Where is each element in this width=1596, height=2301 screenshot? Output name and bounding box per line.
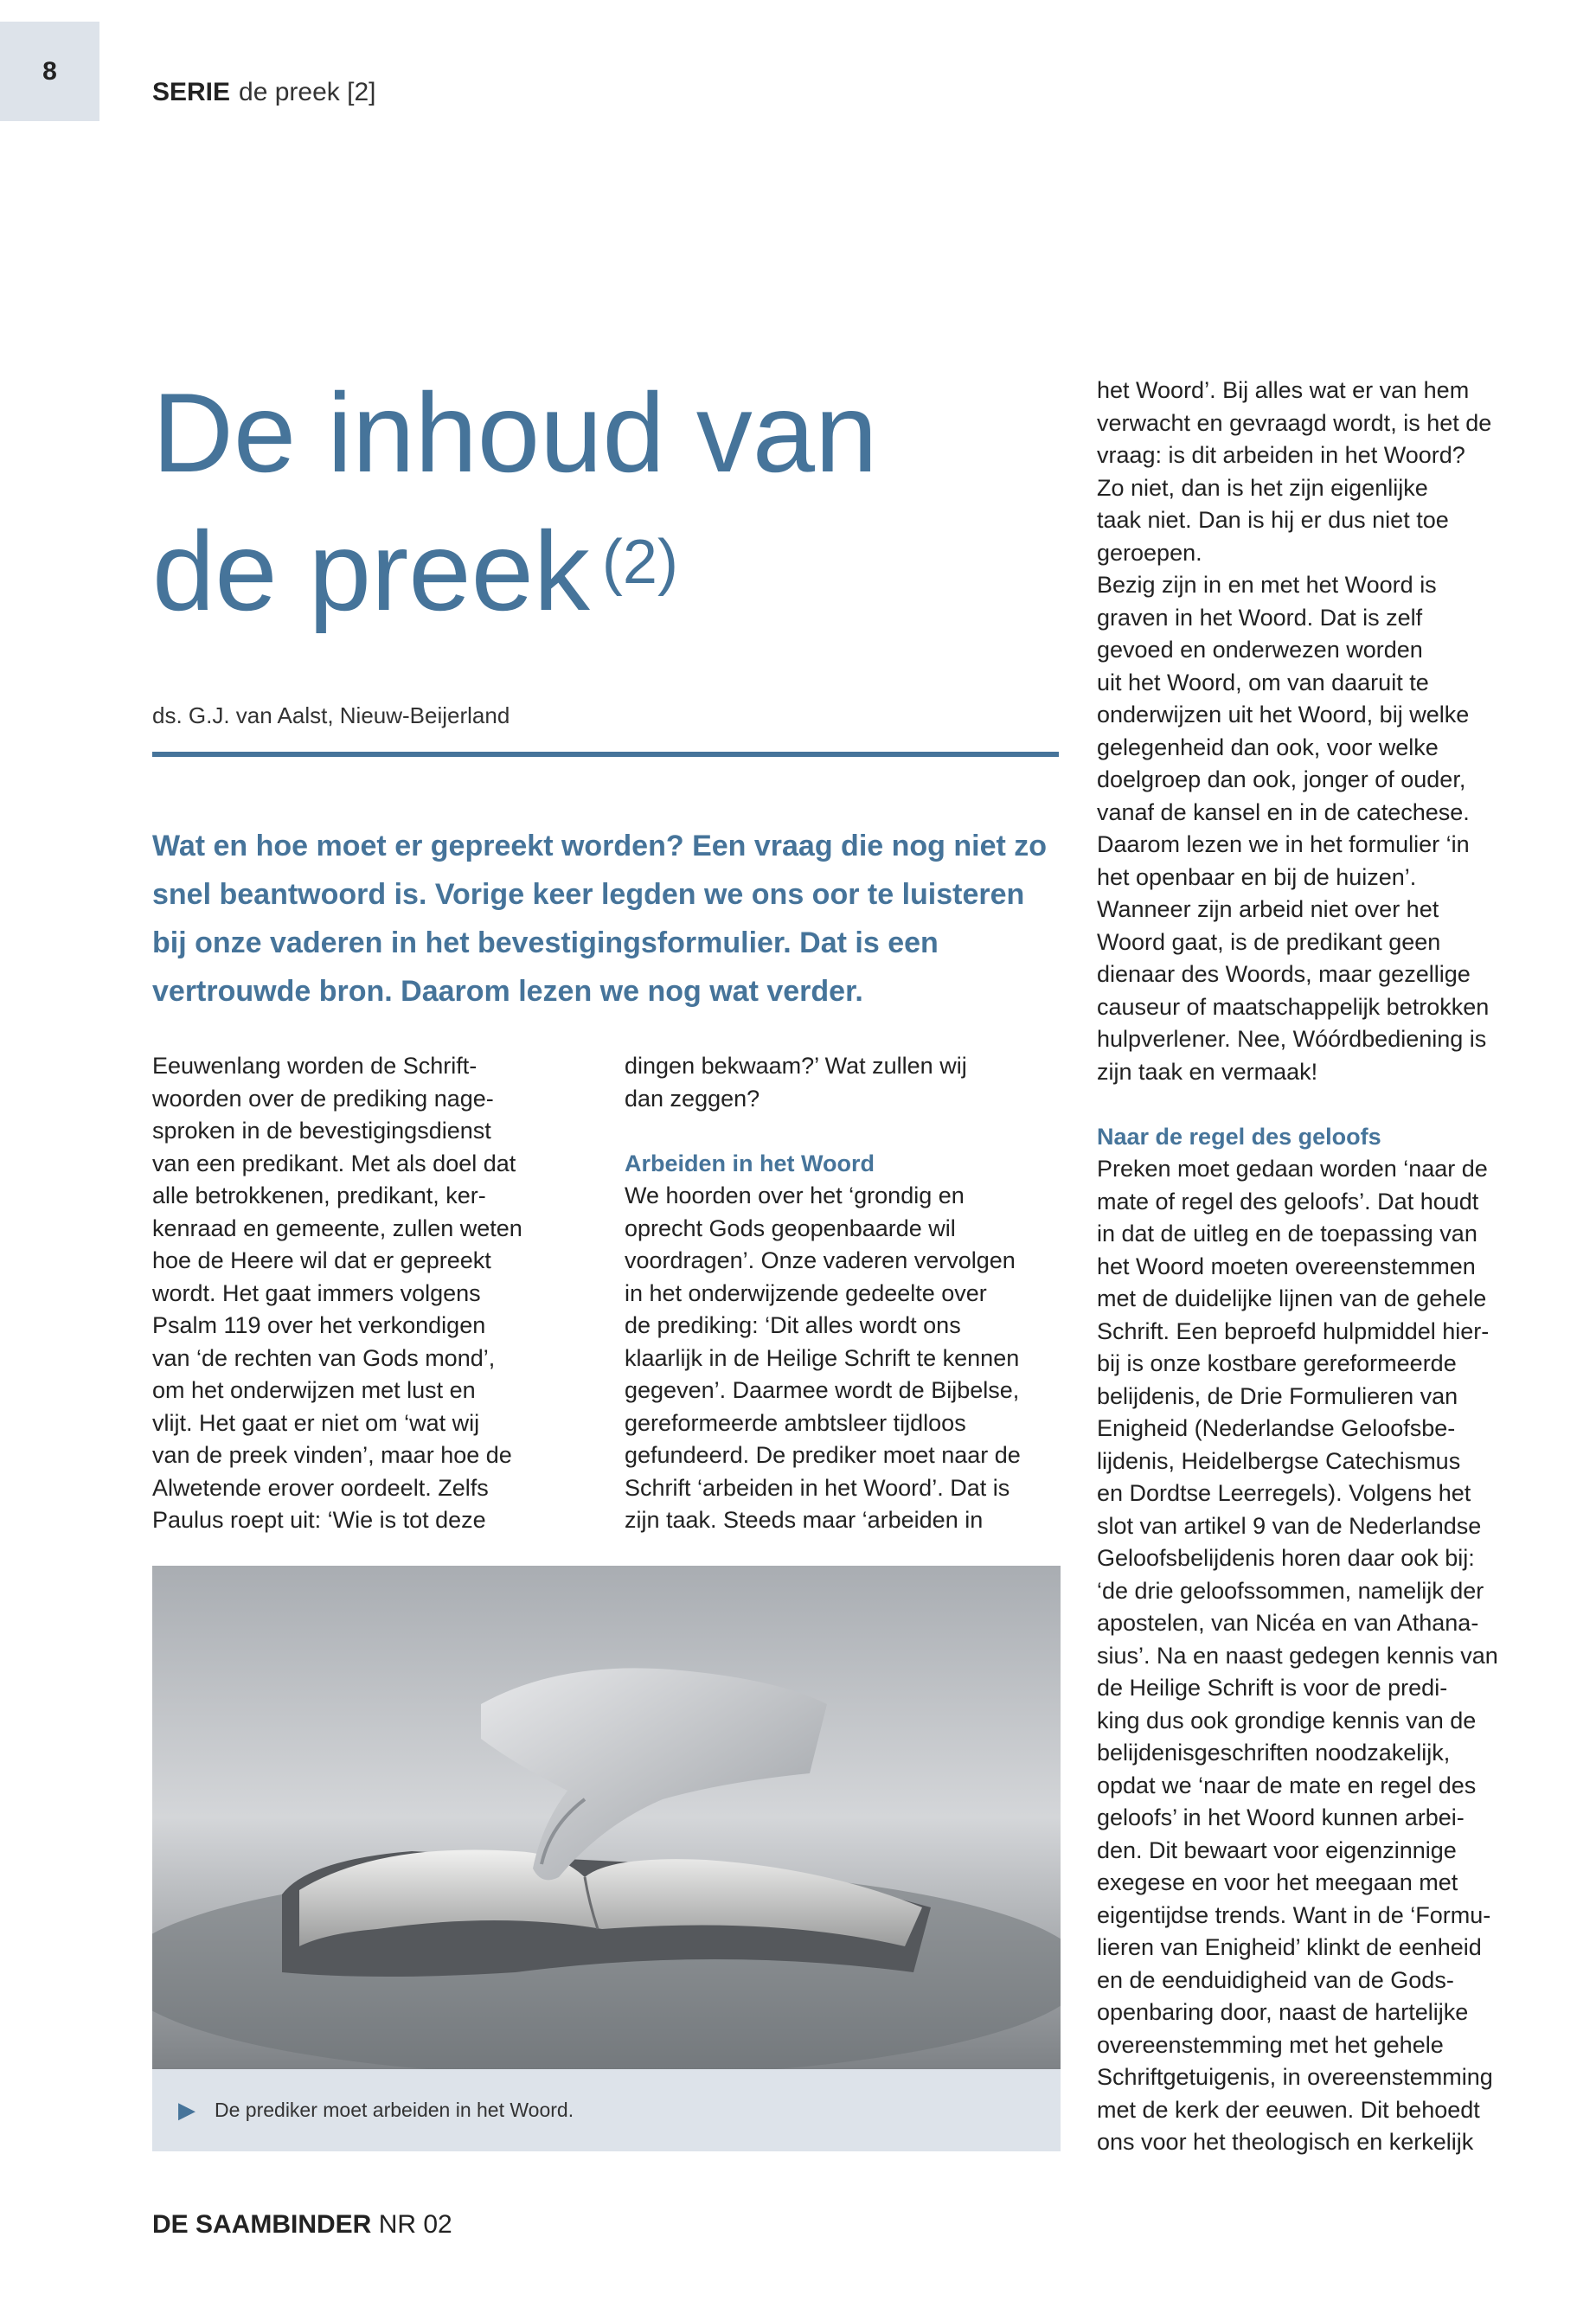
text-line: exegese en voor het meegaan met: [1097, 1869, 1458, 1895]
text-line: geloofs’ in het Woord kunnen arbei-: [1097, 1804, 1465, 1830]
text-line: slot van artikel 9 van de Nederlandse: [1097, 1512, 1482, 1539]
article-title: [152, 363, 1017, 640]
text-line: eigentijdse trends. Want in de ‘Formu-: [1097, 1901, 1491, 1928]
text-line: vanaf de kansel en in de catechese.: [1097, 798, 1470, 825]
text-line: Preken moet gedaan worden ‘naar de: [1097, 1156, 1488, 1182]
text-line: belijdenis, de Drie Formulieren van: [1097, 1382, 1458, 1409]
text-line: Daarom lezen we in het formulier ‘in: [1097, 831, 1470, 857]
text-line: gefundeerd. De prediker moet naar de: [625, 1442, 1021, 1468]
page-number: 8: [0, 22, 99, 121]
text-line: opdat we ‘naar de mate en regel des: [1097, 1772, 1477, 1798]
series-header: [152, 78, 375, 107]
text-line: van een predikant. Met als doel dat: [152, 1150, 516, 1176]
text-line: het openbaar en bij de huizen’.: [1097, 863, 1417, 890]
text-line: Eeuwenlang worden de Schrift-: [152, 1053, 478, 1079]
text-line: oprecht Gods geopenbaarde wil: [625, 1215, 956, 1241]
text-line: graven in het Woord. Dat is zelf: [1097, 604, 1423, 631]
text-line: van ‘de rechten van Gods mond’,: [152, 1344, 496, 1371]
col2-body-text: [625, 1180, 1066, 1537]
play-triangle-icon: ▶: [178, 2097, 195, 2123]
text-line: voordragen’. Onze vaderen vervolgen: [625, 1247, 1016, 1273]
text-line: verwacht en gevraagd wordt, is het de: [1097, 409, 1492, 436]
col1-text: [152, 1050, 585, 1537]
subheading-regel: Naar de regel des geloofs: [1097, 1123, 1381, 1150]
text-line: We hoorden over het ‘grondig en: [625, 1183, 965, 1208]
text-line: in het onderwijzende gedeelte over: [625, 1279, 987, 1306]
text-line: hulpverlener. Nee, Wóórdbediening is: [1097, 1026, 1487, 1052]
col3-top-text: [1097, 375, 1547, 1088]
text-line: vraag: is dit arbeiden in het Woord?: [1097, 442, 1465, 468]
page-footer: [152, 2210, 452, 2240]
text-line: met de duidelijke lijnen van de gehele: [1097, 1285, 1487, 1311]
bible-reading-photo: [152, 1566, 1061, 2069]
paragraph-gap: [625, 1115, 1066, 1148]
subheading-arbeiden: Arbeiden in het Woord: [625, 1150, 875, 1176]
text-line: dingen bekwaam?’ Wat zullen wij: [625, 1053, 967, 1079]
text-line: Paulus roept uit: ‘Wie is tot deze: [152, 1507, 486, 1533]
text-line: en Dordtse Leerregels). Volgens het: [1097, 1480, 1471, 1506]
text-line: vlijt. Het gaat er niet om ‘wat wij: [152, 1409, 480, 1436]
text-line: Alwetende erover oordeelt. Zelfs: [152, 1474, 489, 1501]
text-line: het Woord’. Bij alles wat er van hem: [1097, 377, 1470, 403]
text-line: zijn taak en vermaak!: [1097, 1058, 1318, 1085]
text-line: zijn taak. Steeds maar ‘arbeiden in: [625, 1507, 984, 1533]
body-column-2: [625, 1050, 1066, 1537]
text-line: met de kerk der eeuwen. Dit behoedt: [1097, 2096, 1480, 2123]
series-label: SERIE: [152, 78, 231, 106]
text-line: gegeven’. Daarmee wordt de Bijbelse,: [625, 1377, 1020, 1403]
text-line: sius’. Na en naast gedegen kennis van: [1097, 1642, 1498, 1669]
text-line: Schrift ‘arbeiden in het Woord’. Dat is: [625, 1474, 1010, 1501]
text-line: en de eenduidigheid van de Gods-: [1097, 1966, 1454, 1993]
body-column-1: [152, 1050, 585, 1537]
title-line-1: De inhoud van: [152, 369, 878, 496]
text-line: lieren van Enigheid’ klinkt de eenheid: [1097, 1934, 1482, 1960]
text-line: mate of regel des geloofs’. Dat houdt: [1097, 1188, 1479, 1215]
title-divider: [152, 752, 1059, 757]
text-line: Bezig zijn in en met het Woord is: [1097, 572, 1437, 598]
text-line: woorden over de prediking nage-: [152, 1085, 494, 1112]
text-line: Zo niet, dan is het zijn eigenlijke: [1097, 474, 1428, 501]
text-line: geroepen.: [1097, 539, 1202, 566]
paragraph-gap: [1097, 1088, 1547, 1121]
issue-number: NR 02: [378, 2210, 452, 2239]
text-line: taak niet. Dan is hij er dus niet toe: [1097, 507, 1449, 533]
title-superscript: (2): [601, 528, 678, 597]
text-line: hoe de Heere wil dat er gepreekt: [152, 1247, 491, 1273]
caption-text: De prediker moet arbeiden in het Woord.: [215, 2099, 574, 2121]
text-line: Woord gaat, is de predikant geen: [1097, 928, 1441, 955]
text-line: apostelen, van Nicéa en van Athana-: [1097, 1610, 1479, 1636]
text-line: Schriftgetuigenis, in overeenstemming: [1097, 2064, 1493, 2090]
text-line: Psalm 119 over het verkondigen: [152, 1312, 486, 1338]
body-column-3: [1097, 375, 1547, 2159]
text-line: sproken in de bevestigingsdienst: [152, 1118, 491, 1144]
text-line: klaarlijk in de Heilige Schrift te kennen: [625, 1344, 1020, 1371]
text-line: king dus ook grondige kennis van de: [1097, 1707, 1477, 1734]
text-line: Wanneer zijn arbeid niet over het: [1097, 896, 1439, 922]
col3-body-text: [1097, 1153, 1547, 2159]
text-line: om het onderwijzen met lust en: [152, 1377, 476, 1403]
title-line-2: de preek: [152, 508, 590, 634]
text-line: alle betrokkenen, predikant, ker-: [152, 1183, 486, 1208]
bible-hand-illustration: [152, 1566, 1061, 2069]
text-line: Geloofsbelijdenis horen daar ook bij:: [1097, 1545, 1475, 1571]
text-line: gelegenheid dan ook, voor welke: [1097, 734, 1439, 760]
text-line: Enigheid (Nederlandse Geloofsbe-: [1097, 1415, 1456, 1441]
photo-caption: [152, 2069, 1061, 2151]
text-line: openbaring door, naast de hartelijke: [1097, 1999, 1469, 2025]
text-line: het Woord moeten overeenstemmen: [1097, 1253, 1476, 1279]
text-line: gereformeerde ambtsleer tijdloos: [625, 1409, 966, 1436]
text-line: causeur of maatschappelijk betrokken: [1097, 993, 1490, 1020]
intro-lead: Wat en hoe moet er gepreekt worden? Een vraag die nog niet zo snel beantwoord is. Vorige keer legden we ons oor te luisteren bij onze vaderen in het bevestigingsformulier. Dat is een vertrouwde bron. Daarom lezen we nog wat verder.: [152, 830, 1048, 1008]
col2-top-text: [625, 1050, 1066, 1115]
text-line: overeenstemming met het gehele: [1097, 2031, 1444, 2058]
text-line: de prediking: ‘Dit alles wordt ons: [625, 1312, 961, 1338]
text-line: belijdenisgeschriften noodzakelijk,: [1097, 1740, 1451, 1766]
text-line: dan zeggen?: [625, 1085, 760, 1112]
text-line: ‘de drie geloofssommen, namelijk der: [1097, 1577, 1484, 1604]
text-line: lijdenis, Heidelbergse Catechismus: [1097, 1447, 1461, 1474]
text-line: onderwijzen uit het Woord, bij welke: [1097, 702, 1470, 727]
text-line: van de preek vinden’, maar hoe de: [152, 1442, 512, 1468]
text-line: in dat de uitleg en de toepassing van: [1097, 1221, 1477, 1247]
text-line: kenraad en gemeente, zullen weten: [152, 1215, 522, 1241]
text-line: ons voor het theologisch en kerkelijk: [1097, 2129, 1474, 2155]
text-line: wordt. Het gaat immers volgens: [152, 1279, 481, 1306]
text-line: Schrift. Een beproefd hulpmiddel hier-: [1097, 1317, 1490, 1344]
text-line: gevoed en onderwezen worden: [1097, 637, 1423, 663]
magazine-name: DE SAAMBINDER: [152, 2210, 372, 2239]
text-line: de Heilige Schrift is voor de predi-: [1097, 1675, 1448, 1701]
text-line: uit het Woord, om van daaruit te: [1097, 669, 1429, 695]
text-line: den. Dit bewaart voor eigenzinnige: [1097, 1836, 1457, 1863]
text-line: bij is onze kostbare gereformeerde: [1097, 1350, 1457, 1376]
text-line: dienaar des Woords, maar gezellige: [1097, 961, 1471, 987]
series-title: de preek [2]: [239, 78, 376, 106]
text-line: doelgroep dan ook, jonger of ouder,: [1097, 766, 1466, 792]
author-byline: ds. G.J. van Aalst, Nieuw-Beijerland: [152, 702, 510, 728]
